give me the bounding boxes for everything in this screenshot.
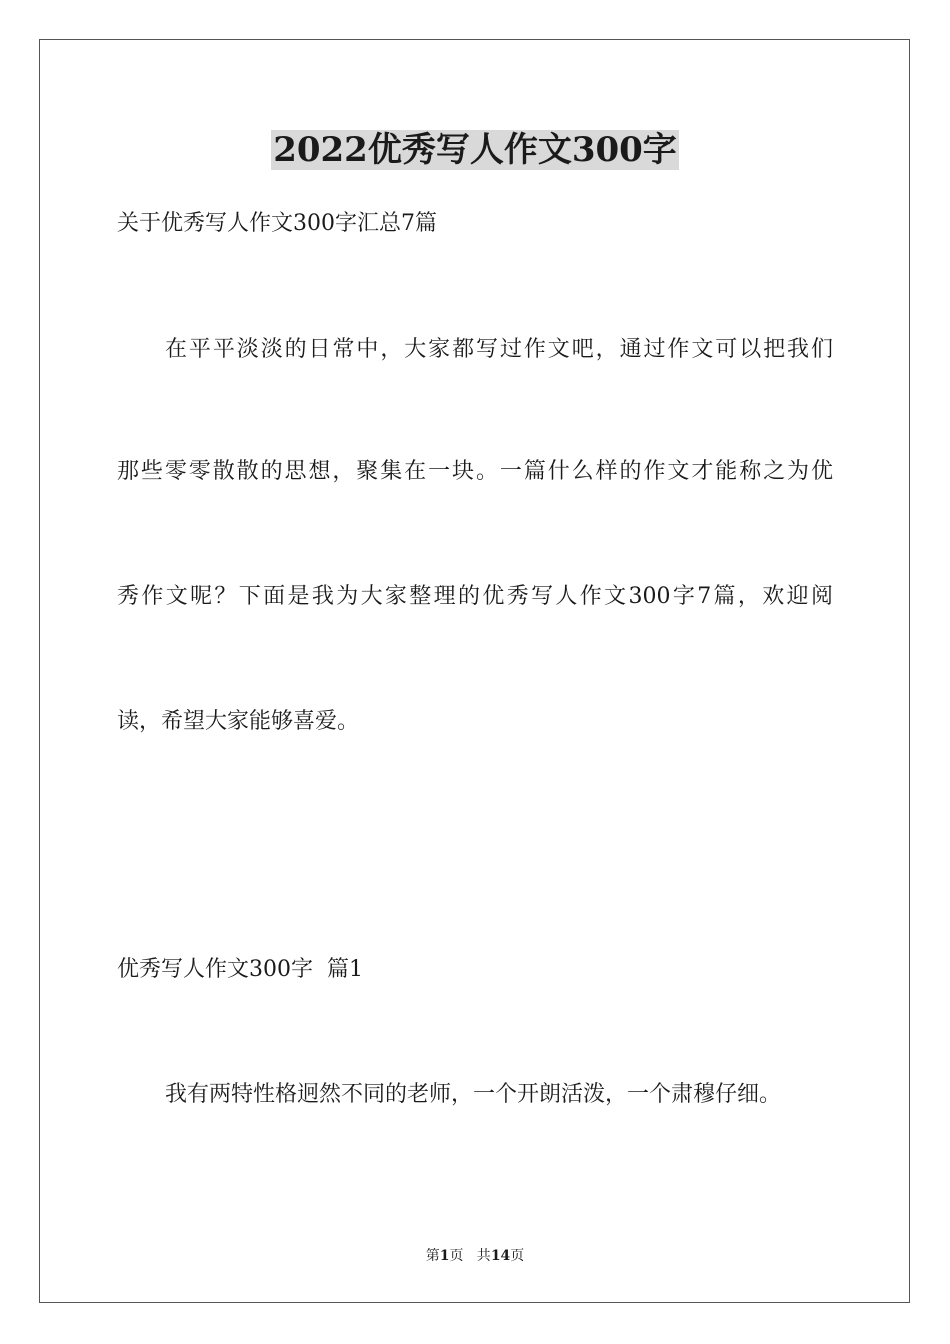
page-footer [0,1246,950,1266]
intro-line-2: 那些零零散散的思想，聚集在一块。一篇什么样的作文才能称之为优 [117,459,833,484]
section-heading: 优秀写人作文300字 篇1 [117,957,363,982]
page-label-suffix: 页 [510,1248,525,1264]
intro-line-1: 在平平淡淡的日常中，大家都写过作文吧，通过作文可以把我们 [165,337,833,362]
document-subtitle: 关于优秀写人作文300字汇总7篇 [117,211,437,236]
page-current-number: 1 [439,1248,450,1264]
page-label-mid: 页 共 [449,1248,491,1264]
intro-line-4: 读，希望大家能够喜爱。 [117,709,360,734]
document-title [0,128,950,172]
title-text: 2022优秀写人作文300字 [273,130,677,170]
page-label-prefix: 第 [425,1248,440,1264]
section-first-line: 我有两特性格迥然不同的老师，一个开朗活泼，一个肃穆仔细。 [165,1082,782,1107]
page-total-number: 14 [490,1248,511,1264]
intro-line-3: 秀作文呢？下面是我为大家整理的优秀写人作文300字7篇，欢迎阅 [117,584,833,609]
